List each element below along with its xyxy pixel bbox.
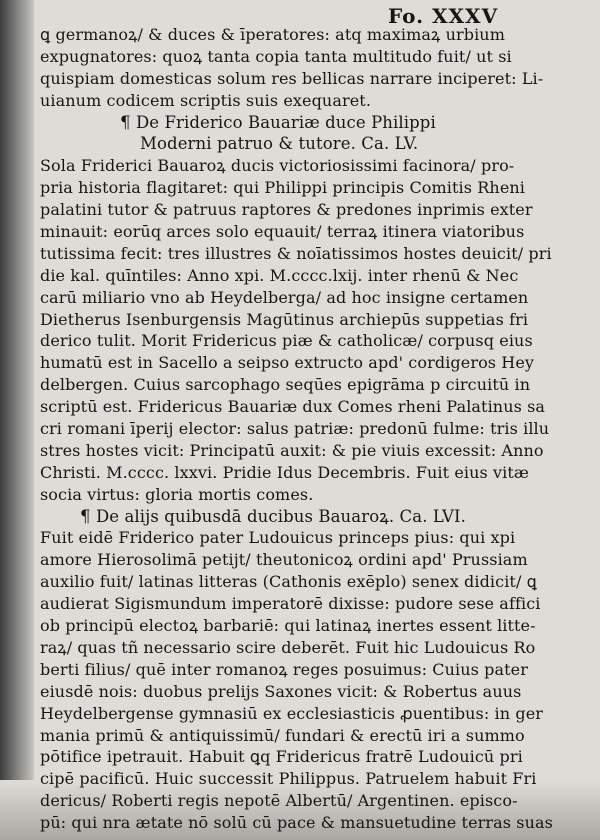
text-line: Moderni patruo & tutore. Ca. LV.	[140, 134, 419, 154]
text-line: derico tulit. Morit Fridericus piæ & catholicæ/ corpusq eius	[40, 331, 533, 351]
text-line: berti filius/ quē inter romanoꝝ reges posuimus: Cuius pater	[40, 659, 528, 679]
text-line: minauit: eorūq arces solo equauit/ terraꝝ itinera viatoribus	[40, 222, 525, 242]
text-line: Fuit eidē Friderico pater Ludouicus princeps pius: qui xpi	[40, 528, 516, 548]
text-line: humatū est in Sacello a seipso extructo apd' cordigeros Hey	[40, 353, 535, 373]
folio-number: Fo. XXXV	[388, 4, 499, 28]
text-line: socia virtus: gloria mortis comes.	[40, 484, 314, 504]
text-line: ꝗ germanoꝝ/ & duces & īperatores: atq maximaꝝ urbium	[40, 25, 505, 44]
text-line: quispiam domesticas solum res bellicas narrare inciperet: Li-	[40, 68, 544, 88]
text-line: cri romani īperij elector: salus patriæ: predonū fulme: tris illu	[40, 419, 550, 439]
page-gutter-shadow	[0, 0, 34, 840]
text-line: expugnatores: quoꝝ tanta copia tanta multitudo fuit/ ut si	[40, 46, 512, 66]
text-line: cipē pacificū. Huic successit Philippus. Patruelem habuit Fri	[40, 769, 537, 789]
text-line: amore Hierosolimā petijt/ theutonicoꝝ ordini apd' Prussiam	[40, 550, 528, 570]
text-line: mania primū & antiquissimū/ fundari & erectū iri a summo	[40, 725, 525, 745]
text-line: ob principū electoꝝ barbariē: qui latinaꝝ inertes essent litte-	[40, 616, 536, 636]
text-line: Dietherus Isenburgensis Magūtinus archiepūs suppetias fri	[40, 309, 529, 329]
text-line: ¶ De alijs quibusdā ducibus Bauaroꝝ. Ca. LVI.	[80, 506, 466, 526]
text-line: Sola Friderici Bauaroꝝ ducis victoriosissimi facinora/ pro-	[40, 156, 515, 176]
text-line: dericus/ Roberti regis nepotē Albertū/ Argentinen. episco-	[40, 791, 518, 811]
text-line: raꝝ/ quas tñ necessario scire deberēt. Fuit hic Ludouicus Ro	[40, 637, 536, 657]
text-line: eiusdē nois: duobus prelijs Saxones vicit: & Robertus auus	[40, 681, 522, 701]
text-line: audierat Sigismundum imperatorē dixisse: pudore sese affici	[40, 594, 541, 614]
text-line: scriptū est. Fridericus Bauariæ dux Comes rheni Palatinus sa	[40, 397, 546, 417]
text-line: delbergen. Cuius sarcophago seqūes epigrāma p circuitū in	[40, 375, 531, 395]
text-line: carū miliario vno ab Heydelberga/ ad hoc insigne certamen	[40, 287, 529, 307]
text-line: palatini tutor & patruus raptores & predones inprimis exter	[40, 200, 533, 220]
text-line: Heydelbergense gymnasiū ex ecclesiasticis ꝓuentibus: in ger	[40, 703, 544, 723]
text-line: stres hostes vicit: Principatū auxit: & pie viuis excessit: Anno	[40, 440, 544, 460]
text-line: ¶ De Friderico Bauariæ duce Philippi	[120, 112, 436, 132]
text-line: auxilio fuit/ latinas litteras (Cathonis exēplo) senex didicit/ ꝗ	[40, 572, 537, 592]
text-line: tutissima fecit: tres illustres & noīatissimos hostes deuicit/ pri	[40, 243, 552, 263]
text-line: pōtifice ipetrauit. Habuit ꝗq Fridericus fratrē Ludouicū pri	[40, 747, 523, 767]
text-line: pū: qui nra ætate nō solū cū pace & mansuetudine terras suas	[40, 813, 553, 833]
text-line: pria historia flagitaret: qui Philippi principis Comitis Rheni	[40, 178, 526, 198]
text-block	[40, 24, 560, 834]
text-line: Christi. M.cccc. lxxvi. Pridie Idus Decembris. Fuit eius vitæ	[40, 462, 530, 482]
text-line: die kal. quīntiles: Anno xpi. M.cccc.lxij. inter rhenū & Nec	[40, 265, 519, 285]
text-line: uianum codicem scriptis suis exequaret.	[40, 90, 372, 110]
